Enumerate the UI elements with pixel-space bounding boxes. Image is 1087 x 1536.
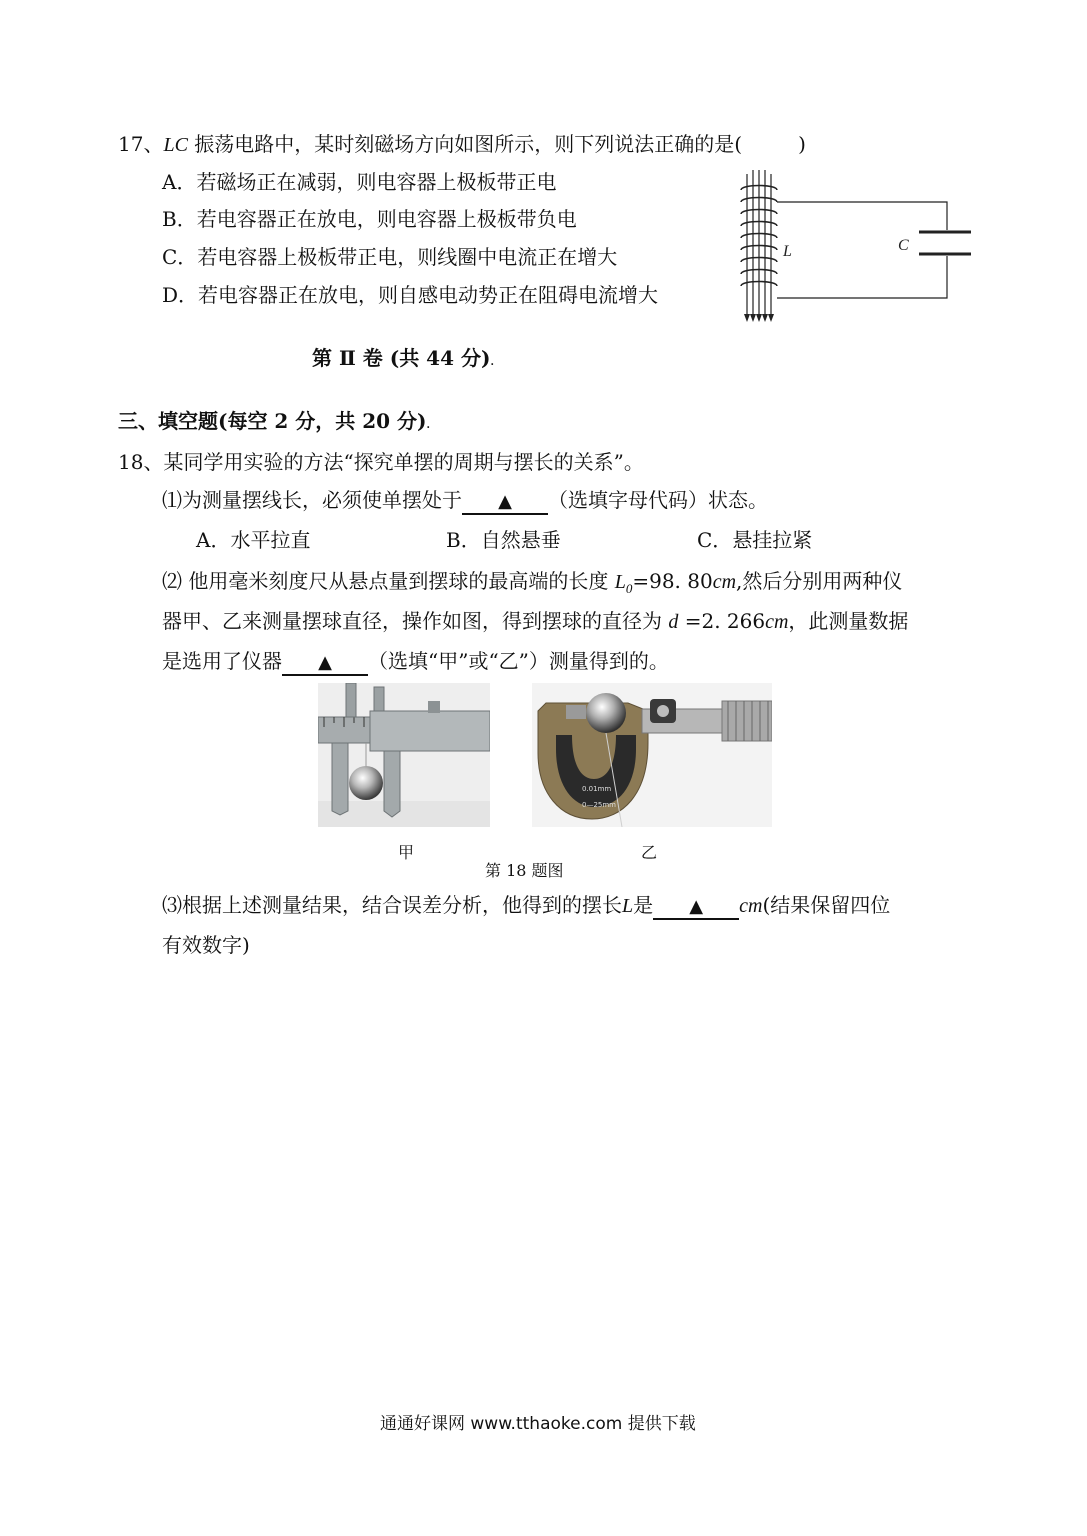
unit-cm: cm (739, 895, 763, 917)
q18-stem-text: 某同学用实验的方法“探究单摆的周期与摆长的关系”。 (163, 450, 644, 474)
q18-part2-line2 (162, 605, 908, 634)
option-label: A． (196, 528, 231, 552)
q17-close-paren: ) (798, 132, 806, 156)
q18-part2-text: ,然后分别用两种仪 (736, 569, 903, 593)
lc-circuit-diagram (735, 168, 975, 328)
section3-heading-dot: . (426, 420, 431, 431)
option-label: B． (446, 528, 481, 552)
caliper-illustration (318, 683, 490, 827)
l0-subscript: 0 (625, 581, 633, 596)
q18-part1-suffix: （选填字母代码）状态。 (548, 488, 768, 512)
option-label: D． (162, 283, 199, 307)
q18-part2-text: 器甲、乙来测量摆球直径，操作如图，得到摆球的直径为 (162, 609, 662, 633)
q18-part1-answer-blank[interactable]: ▲ (462, 491, 548, 515)
q18-part3-answer-blank[interactable]: ▲ (653, 896, 739, 920)
option-text: 悬挂拉紧 (732, 528, 813, 552)
q17-stem-text: 振荡电路中，某时刻磁场方向如图所示，则下列说法正确的是( (194, 132, 743, 156)
q18-part3-text: 有效数字) (162, 933, 250, 957)
option-label: B． (162, 207, 197, 231)
option-text: 若电容器正在放电，则自感电动势正在阻碍电流增大 (198, 283, 659, 307)
l0-value: =98. 80 (632, 569, 713, 593)
q17-option-a (162, 166, 556, 195)
micrometer-photo (532, 683, 772, 827)
q18-number: 18、 (118, 450, 164, 474)
q18-part1-option-c (697, 524, 812, 553)
q18-part2-line1 (162, 565, 902, 597)
micrometer-label-1: 0.01mm (582, 785, 612, 793)
top-wire (777, 202, 947, 230)
field-arrows (744, 314, 774, 322)
section3-heading (118, 405, 430, 434)
part2-heading-dot: . (490, 357, 494, 368)
capacitor-label: C (898, 237, 909, 254)
q17-stem (118, 128, 806, 157)
q18-part3-text: 是 (633, 893, 654, 917)
part2-heading-text: 第 Ⅱ 卷 (共 44 分) (312, 346, 491, 370)
q18-part3-line2 (162, 929, 250, 958)
q17-lc-symbol: LC (163, 134, 188, 156)
micrometer-label-2: 0—25mm (582, 801, 616, 809)
option-label: A． (162, 170, 197, 194)
q18-part2-text: ⑵ 他用毫米刻度尺从悬点量到摆球的最高端的长度 (162, 569, 609, 593)
part2-heading (312, 342, 494, 371)
d-symbol: d (668, 611, 679, 633)
option-text: 若电容器正在放电，则电容器上极板带负电 (196, 207, 577, 231)
option-text: 水平拉直 (230, 528, 311, 552)
q18-part1-option-b (446, 524, 561, 553)
q18-stem (118, 446, 644, 475)
figure-label-yi: 乙 (641, 843, 658, 862)
option-label: C． (697, 528, 733, 552)
option-text: 自然悬垂 (480, 528, 561, 552)
l0-symbol: L (614, 571, 626, 593)
q17-option-b (162, 203, 577, 232)
option-text: 若磁场正在减弱，则电容器上极板带正电 (196, 170, 557, 194)
q17-number: 17、 (118, 132, 164, 156)
q18-part2-line3 (162, 645, 669, 676)
q18-part2-text: 是选用了仪器 (162, 649, 282, 673)
micrometer-illustration (532, 683, 772, 827)
q18-part1 (162, 484, 768, 515)
caliper-photo (318, 683, 490, 827)
option-text: 若电容器上极板带正电，则线圈中电流正在增大 (197, 245, 618, 269)
q18-part2-text: ，此测量数据 (788, 609, 909, 633)
option-label: C． (162, 245, 198, 269)
q18-part2-answer-blank[interactable]: ▲ (282, 652, 368, 676)
unit-cm: cm (765, 611, 789, 633)
q18-part1-option-a (196, 524, 310, 553)
q18-part3-text: (结果保留四位 (762, 893, 891, 917)
q17-option-d (162, 279, 658, 308)
q18-part1-prefix: ⑴为测量摆线长，必须使单摆处于 (162, 488, 462, 512)
q18-part3-line1 (162, 889, 890, 920)
section3-heading-text: 三、填空题(每空 2 分，共 20 分) (118, 409, 427, 433)
footer-text: 通通好课网 www.tthaoke.com 提供下载 (380, 1414, 696, 1434)
q18-part2-text: （选填“甲”或“乙”）测量得到的。 (368, 649, 669, 673)
inductor-label: L (783, 243, 792, 260)
q18-part3-text: ⑶根据上述测量结果，结合误差分析，他得到的摆长 (162, 893, 622, 917)
unit-cm: cm (712, 571, 737, 593)
q17-option-c (162, 241, 617, 270)
d-value: =2. 266 (678, 609, 766, 633)
bottom-wire (777, 256, 947, 298)
figure-caption: 第 18 题图 (485, 861, 564, 880)
l-symbol: L (622, 895, 634, 917)
figure-label-jia: 甲 (398, 843, 415, 862)
